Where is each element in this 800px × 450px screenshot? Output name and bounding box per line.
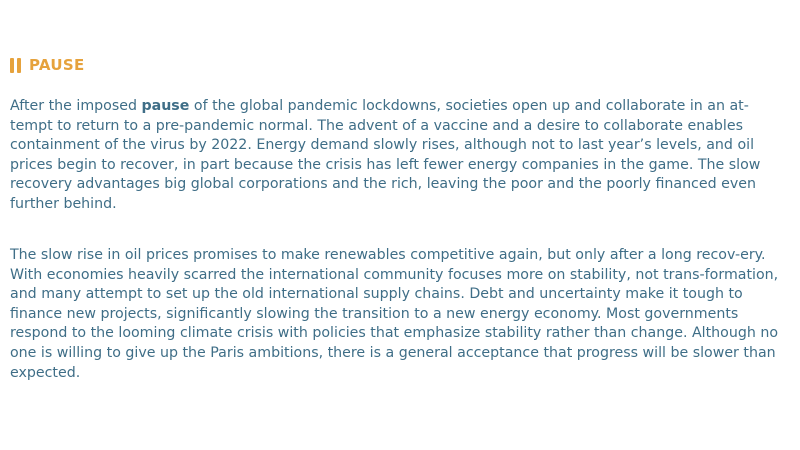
section-title: PAUSE <box>29 56 85 74</box>
paragraph-1-start: After the imposed <box>10 98 142 114</box>
paragraph-2: The slow rise in oil prices promises to make renewables competitive again, but only after a long recov-ery. With economies heavily scarred the international community focuses more on stability, not trans-formation, and many attempt to set up the old international supply chains. Debt and uncertainty make it tough to finance new projects, significantly slowing the transition to a new energy economy. Most governments respond to the looming climate crisis with policies that emphasize stability rather than change. Although no one is willing to give up the Paris ambitions, there is a general acceptance that progress will be slower than expected. <box>10 247 779 381</box>
paragraph-1-emphasis: pause <box>141 98 190 114</box>
section-heading <box>10 56 85 74</box>
pause-icon <box>10 58 21 73</box>
paragraph-1 <box>10 97 790 215</box>
paragraph-1-rest: of the global pandemic lockdowns, societies open up and collaborate in an at-tempt to return to a pre-pandemic normal. The advent of a vaccine and a desire to collaborate enables containment of the virus by 2022. Energy demand slowly rises, although not to last year’s levels, and oil prices begin to recover, in part because the crisis has left fewer energy companies in the game. The slow recovery advantages big global corporations and the rich, leaving the poor and the poorly financed even further behind. <box>10 98 761 212</box>
